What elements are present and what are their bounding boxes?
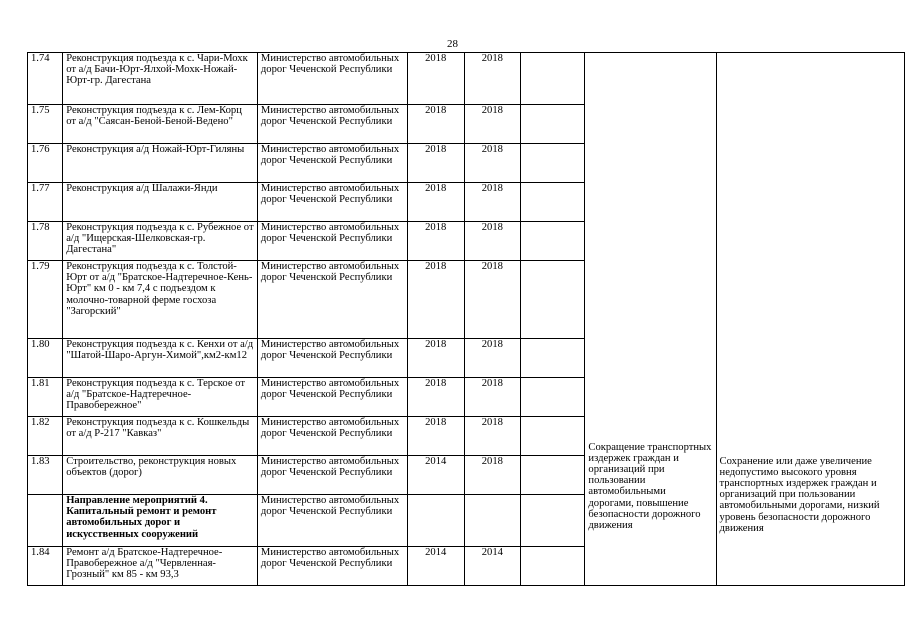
measure-name: Реконструкция подъезда к с. Рубежное от а/д "Ищерская-Шелковская-гр. Дагестана" <box>63 222 258 261</box>
end-year: 2018 <box>464 261 521 339</box>
empty-cell <box>521 105 585 144</box>
responsible-executor: Министерство автомобильных дорог Чеченской Республики <box>257 378 407 417</box>
start-year: 2018 <box>407 53 464 105</box>
page-number: 28 <box>447 38 458 50</box>
start-year: 2018 <box>407 144 464 183</box>
row-number: 1.79 <box>28 261 63 339</box>
row-number: 1.82 <box>28 417 63 456</box>
empty-cell <box>521 53 585 105</box>
responsible-executor: Министерство автомобильных дорог Чеченской Республики <box>257 183 407 222</box>
table-row <box>28 53 905 105</box>
row-number: 1.80 <box>28 339 63 378</box>
row-number: 1.76 <box>28 144 63 183</box>
empty-cell <box>521 222 585 261</box>
empty-cell <box>521 183 585 222</box>
measure-name: Реконструкция подъезда к с. Толстой-Юрт от а/д "Братское-Надтеречное-Кень-Юрт" км 0 - км 7,4 с подъездом к молочно-товарной ферме госхоза "Загорский" <box>63 261 258 339</box>
end-year: 2018 <box>464 339 521 378</box>
end-year: 2018 <box>464 378 521 417</box>
measure-name: Реконструкция подъезда к с. Чари-Мохк от а/д Бачи-Юрт-Ялхой-Мохк-Ножай-Юрт-гр. Дагестана <box>63 53 258 105</box>
end-year: 2018 <box>464 53 521 105</box>
end-year: 2018 <box>464 105 521 144</box>
measure-name: Реконструкция подъезда к с. Терское от а/д "Братское-Надтеречное-Правобережное" <box>63 378 258 417</box>
measure-name: Строительство, реконструкция новых объектов (дорог) <box>63 456 258 495</box>
row-number: 1.84 <box>28 547 63 586</box>
measures-table <box>27 52 905 586</box>
end-year: 2014 <box>464 547 521 586</box>
end-year <box>464 495 521 547</box>
row-number: 1.81 <box>28 378 63 417</box>
end-year: 2018 <box>464 222 521 261</box>
start-year: 2018 <box>407 339 464 378</box>
start-year: 2018 <box>407 105 464 144</box>
result-empty-cell <box>585 53 716 456</box>
end-year: 2018 <box>464 183 521 222</box>
row-number: 1.75 <box>28 105 63 144</box>
measure-name: Реконструкция подъезда к с. Лем-Корц от а/д "Саясан-Беной-Беной-Ведено" <box>63 105 258 144</box>
measure-name: Ремонт а/д Братское-Надтеречное-Правобережное а/д "Червленная-Грозный" км 85 - км 93,3 <box>63 547 258 586</box>
measure-name: Реконструкция а/д Ножай-Юрт-Гиляны <box>63 144 258 183</box>
row-number: 1.77 <box>28 183 63 222</box>
empty-cell <box>521 547 585 586</box>
row-number: 1.78 <box>28 222 63 261</box>
effect-empty-cell <box>716 53 904 456</box>
table-row <box>28 456 905 495</box>
empty-cell <box>521 456 585 495</box>
row-number <box>28 495 63 547</box>
non-implementation-effect: Сохранение или даже увеличение недопустимо высокого уровня транспортных издержек граждан и организаций при пользовании автомобильными дорогами, низкий уровень безопасности дорожного движения <box>716 456 904 586</box>
responsible-executor: Министерство автомобильных дорог Чеченской Республики <box>257 222 407 261</box>
start-year: 2014 <box>407 547 464 586</box>
start-year: 2018 <box>407 222 464 261</box>
responsible-executor: Министерство автомобильных дорог Чеченской Республики <box>257 105 407 144</box>
expected-result: Сокращение транспортных издержек граждан и организаций при пользовании автомобильными дорогами, повышение безопасности дорожного движения <box>585 442 716 572</box>
measure-name: Реконструкция а/д Шалажи-Янди <box>63 183 258 222</box>
responsible-executor: Министерство автомобильных дорог Чеченской Республики <box>257 417 407 456</box>
start-year: 2014 <box>407 456 464 495</box>
responsible-executor: Министерство автомобильных дорог Чеченской Республики <box>257 495 407 547</box>
end-year: 2018 <box>464 144 521 183</box>
responsible-executor: Министерство автомобильных дорог Чеченской Республики <box>257 261 407 339</box>
start-year <box>407 495 464 547</box>
responsible-executor: Министерство автомобильных дорог Чеченской Республики <box>257 53 407 105</box>
responsible-executor: Министерство автомобильных дорог Чеченской Республики <box>257 144 407 183</box>
start-year: 2018 <box>407 183 464 222</box>
measure-name: Реконструкция подъезда к с. Кенхи от а/д "Шатой-Шаро-Аргун-Химой",км2-км12 <box>63 339 258 378</box>
measure-name: Реконструкция подъезда к с. Кошкельды от а/д Р-217 "Кавказ" <box>63 417 258 456</box>
row-number: 1.74 <box>28 53 63 105</box>
start-year: 2018 <box>407 261 464 339</box>
empty-cell <box>521 261 585 339</box>
responsible-executor: Министерство автомобильных дорог Чеченской Республики <box>257 547 407 586</box>
end-year: 2018 <box>464 417 521 456</box>
responsible-executor: Министерство автомобильных дорог Чеченской Республики <box>257 456 407 495</box>
empty-cell <box>521 339 585 378</box>
measure-name: Направление мероприятий 4. Капитальный ремонт и ремонт автомобильных дорог и искусственных сооружений <box>63 495 258 547</box>
start-year: 2018 <box>407 378 464 417</box>
row-number: 1.83 <box>28 456 63 495</box>
end-year: 2018 <box>464 456 521 495</box>
responsible-executor: Министерство автомобильных дорог Чеченской Республики <box>257 339 407 378</box>
start-year: 2018 <box>407 417 464 456</box>
empty-cell <box>521 495 585 547</box>
empty-cell <box>521 144 585 183</box>
empty-cell <box>521 378 585 417</box>
empty-cell <box>521 417 585 456</box>
